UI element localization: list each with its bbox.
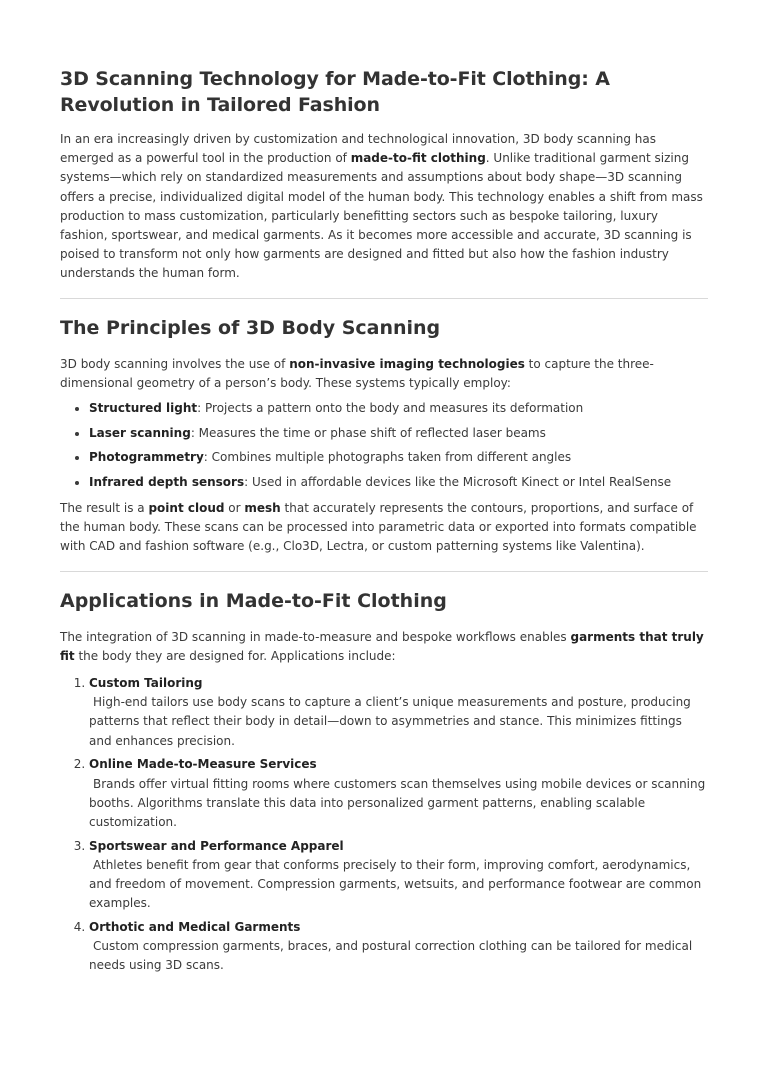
applications-lead-bold: garments that truly fit: [60, 629, 704, 663]
applications-lead-paragraph: [60, 628, 708, 666]
list-item-title: Online Made-to-Measure Services: [89, 757, 317, 772]
result-bold-2: mesh: [244, 501, 281, 516]
document-page: [0, 66, 768, 976]
list-item-title: Sportswear and Performance Apparel: [89, 838, 344, 853]
result-bold-1: point cloud: [148, 501, 225, 516]
list-item-term: Infrared depth sensors: [89, 474, 245, 489]
list-item-body: Custom compression garments, braces, and postural correction clothing can be tailored for medical needs using 3D scans.: [89, 939, 693, 973]
list-item: [89, 426, 708, 441]
principles-result-paragraph: [60, 499, 708, 557]
list-item: [89, 755, 708, 832]
section-divider: [60, 298, 708, 299]
intro-text-2: . Unlike traditional garment sizing systems—which rely on standardized measurements and assumptions about body shape—3D scanning offers a precise, individualized digital model of the human body. This technology enables a shift from mass production to mass customization, particularly benefitting sectors such as bespoke tailoring, luxury fashion, sportswear, and medical garments. As it becomes more accessible and accurate, 3D scanning is poised to transform not only how garments are designed and fitted but also how the fashion industry understands the human form.: [60, 151, 703, 281]
result-text-3: that accurately represents the contours, proportions, and surface of the human body. These scans can be processed into parametric data or exported into formats compatible with CAD and fashion software (e.g., Clo3D, Lectra, or custom patterning systems like Valentina).: [60, 501, 697, 554]
result-text-1: The result is a: [60, 501, 149, 516]
list-item-term: Photogrammetry: [89, 450, 204, 465]
list-item: [89, 918, 708, 976]
applications-list: [60, 674, 708, 976]
intro-paragraph: [60, 130, 708, 284]
section-divider: [60, 571, 708, 572]
section-heading-principles: The Principles of 3D Body Scanning: [60, 316, 441, 339]
list-item-desc: : Projects a pattern onto the body and measures its deformation: [197, 401, 584, 416]
intro-text-1: In an era increasingly driven by customization and technological innovation, 3D body scanning has emerged as a powerful tool in the production of: [60, 132, 657, 166]
intro-bold-term: made-to-fit clothing: [350, 151, 486, 166]
list-item: [89, 674, 708, 751]
section-heading-applications: Applications in Made-to-Fit Clothing: [60, 589, 447, 612]
list-item-term: Laser scanning: [89, 425, 191, 440]
list-item-body: High-end tailors use body scans to capture a client’s unique measurements and posture, producing patterns that reflect their body in detail—down to asymmetries and stance. This minimizes fittings and enhances precision.: [89, 695, 691, 748]
list-item: [89, 837, 708, 914]
list-item-desc: : Measures the time or phase shift of reflected laser beams: [190, 425, 546, 440]
principles-lead-text-1: 3D body scanning involves the use of: [60, 356, 290, 371]
list-item: [89, 450, 708, 465]
list-item-body: Brands offer virtual fitting rooms where customers scan themselves using mobile devices or scanning booths. Algorithms translate this data into personalized garment patterns, enabling scalable customization.: [89, 776, 706, 829]
list-item-term: Structured light: [89, 401, 198, 416]
list-item-desc: : Combines multiple photographs taken from different angles: [203, 450, 572, 465]
result-text-2: or: [224, 501, 245, 516]
applications-lead-text-1: The integration of 3D scanning in made-to-measure and bespoke workflows enables: [60, 629, 571, 644]
list-item-title: Orthotic and Medical Garments: [89, 919, 301, 934]
principles-lead-paragraph: [60, 355, 708, 393]
list-item: [89, 401, 708, 416]
principles-lead-bold: non-invasive imaging technologies: [289, 356, 525, 371]
list-item-desc: : Used in affordable devices like the Microsoft Kinect or Intel RealSense: [244, 474, 672, 489]
list-item: [89, 475, 708, 490]
document-title: 3D Scanning Technology for Made-to-Fit Clothing: A Revolution in Tailored Fashion: [60, 68, 610, 116]
list-item-title: Custom Tailoring: [89, 676, 203, 691]
list-item-body: Athletes benefit from gear that conforms precisely to their form, improving comfort, aerodynamics, and freedom of movement. Compression garments, wetsuits, and performance footwear are common examples.: [89, 857, 702, 911]
scanning-methods-list: [60, 401, 708, 490]
principles-lead-text-2: to capture the three-dimensional geometry of a person’s body. These systems typically employ:: [60, 356, 654, 390]
applications-lead-text-2: the body they are designed for. Applications include:: [74, 648, 396, 663]
